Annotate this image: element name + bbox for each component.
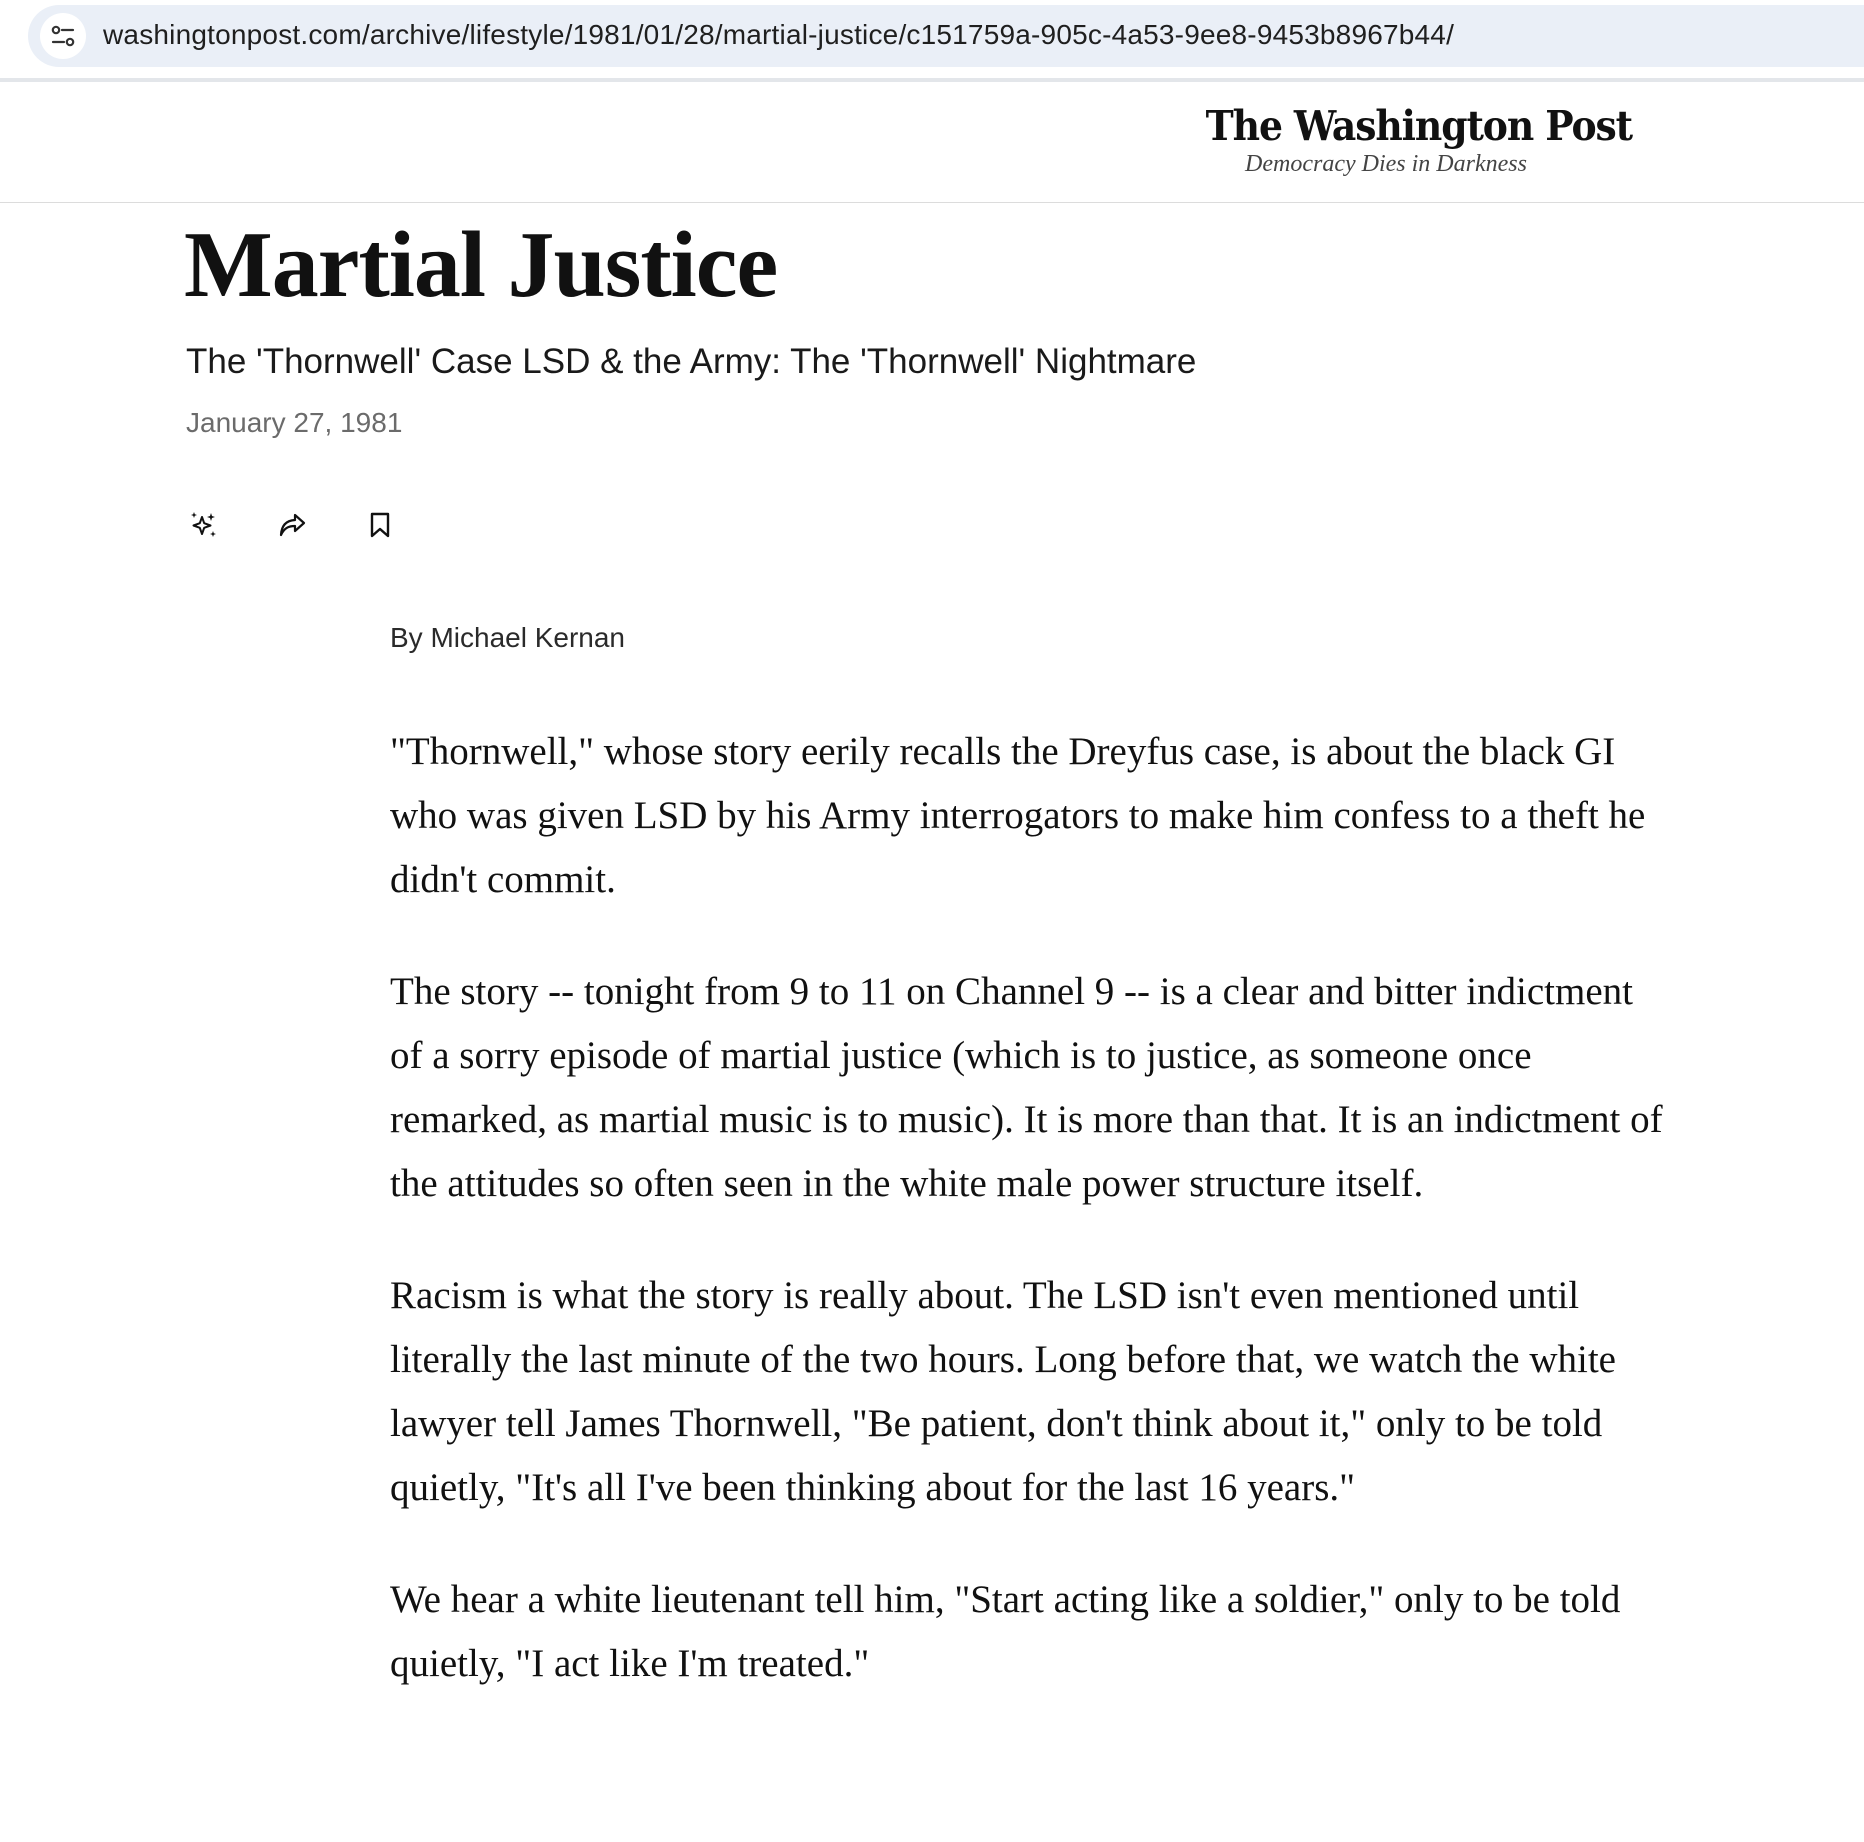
share-button[interactable] xyxy=(272,505,312,545)
article-actions xyxy=(184,505,448,545)
masthead-logo[interactable] xyxy=(1190,102,1632,178)
tune-icon xyxy=(50,23,76,49)
summarize-button[interactable] xyxy=(184,505,224,545)
article-subheadline: The 'Thornwell' Case LSD & the Army: The 'Thornwell' Nightmare xyxy=(186,342,1197,381)
masthead-title: The Washington Post xyxy=(1205,102,1632,150)
article-headline: Martial Justice xyxy=(184,213,778,317)
article-paragraph: "Thornwell," whose story eerily recalls the Dreyfus case, is about the black GI who was given LSD by his Army interrogators to make him confess to a theft he didn't commit. xyxy=(390,730,1646,901)
article-paragraph: Racism is what the story is really about. The LSD isn't even mentioned until literally the last minute of the two hours. Long before that, we watch the white lawyer tell James Thornwell, "Be patient, don't think about it," only to be told quietly, "It's all I've been thinking about for the last 16 years." xyxy=(390,1274,1616,1509)
site-header xyxy=(0,86,1864,203)
article-paragraph: The story -- tonight from 9 to 11 on Channel 9 -- is a clear and bitter indictment of a sorry episode of martial justice (which is to justice, as someone once remarked, as martial music is to music). It is more than that. It is an indictment of the attitudes so often seen in the white male power structure itself. xyxy=(390,970,1663,1205)
article-paragraph: We hear a white lieutenant tell him, "Start acting like a soldier," only to be told quietly, "I act like I'm treated." xyxy=(390,1578,1621,1685)
site-info-button[interactable] xyxy=(40,13,86,59)
sparkle-icon xyxy=(188,509,220,541)
url-text[interactable]: washingtonpost.com/archive/lifestyle/1981/01/28/martial-justice/c151759a-905c-4a53-9ee8-9453b8967b44/ xyxy=(103,19,1455,50)
article-byline[interactable]: By Michael Kernan xyxy=(390,622,626,653)
article-body xyxy=(390,720,1670,1744)
article-date: January 27, 1981 xyxy=(186,407,403,438)
bookmark-button[interactable] xyxy=(360,505,400,545)
bookmark-icon xyxy=(364,509,396,541)
browser-toolbar xyxy=(0,0,1864,82)
address-bar[interactable] xyxy=(28,5,1864,67)
share-icon xyxy=(276,509,308,541)
masthead-tagline: Democracy Dies in Darkness xyxy=(1245,151,1527,177)
